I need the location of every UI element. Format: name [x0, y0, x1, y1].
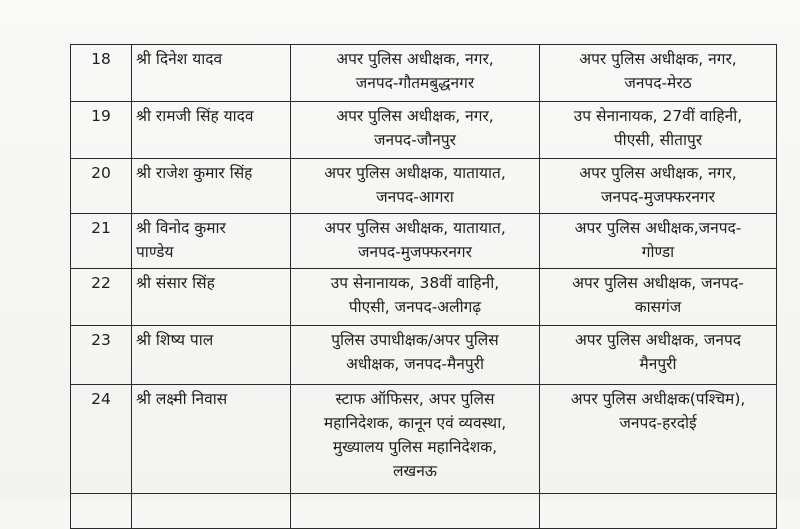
new-posting: अपर पुलिस अधीक्षक, नगर, जनपद-मुजफ्फरनगर	[540, 159, 777, 214]
officer-name: श्री शिष्य पाल	[132, 326, 291, 385]
officer-name: श्री दिनेश यादव	[132, 45, 291, 102]
serial-number: 18	[71, 45, 132, 102]
officer-name	[132, 494, 291, 529]
new-posting: उप सेनानायक, 27वीं वाहिनी, पीएसी, सीतापुर	[540, 102, 777, 159]
current-posting: अपर पुलिस अधीक्षक, यातायात, जनपद-मुजफ्फरनगर	[291, 214, 540, 269]
transfer-table	[70, 44, 777, 529]
current-posting: अपर पुलिस अधीक्षक, यातायात, जनपद-आगरा	[291, 159, 540, 214]
officer-name: श्री विनोद कुमार पाण्डेय	[132, 214, 291, 269]
current-posting: उप सेनानायक, 38वीं वाहिनी, पीएसी, जनपद-अलीगढ़	[291, 269, 540, 326]
serial-number: 23	[71, 326, 132, 385]
table-row	[71, 45, 777, 102]
officer-name: श्री रामजी सिंह यादव	[132, 102, 291, 159]
current-posting	[291, 494, 540, 529]
officer-name: श्री लक्ष्मी निवास	[132, 385, 291, 494]
current-posting: अपर पुलिस अधीक्षक, नगर, जनपद-गौतमबुद्धनगर	[291, 45, 540, 102]
serial-number	[71, 494, 132, 529]
new-posting: अपर पुलिस अधीक्षक, जनपद मैनपुरी	[540, 326, 777, 385]
serial-number: 20	[71, 159, 132, 214]
current-posting: स्टाफ ऑफिसर, अपर पुलिस महानिदेशक, कानून एवं व्यवस्था, मुख्यालय पुलिस महानिदेशक, लखनऊ	[291, 385, 540, 494]
new-posting: अपर पुलिस अधीक्षक, नगर, जनपद-मेरठ	[540, 45, 777, 102]
serial-number: 19	[71, 102, 132, 159]
serial-number: 21	[71, 214, 132, 269]
table-row	[71, 326, 777, 385]
table-row-partial	[71, 494, 777, 529]
new-posting: अपर पुलिस अधीक्षक, जनपद- कासगंज	[540, 269, 777, 326]
serial-number: 24	[71, 385, 132, 494]
current-posting: अपर पुलिस अधीक्षक, नगर, जनपद-जौनपुर	[291, 102, 540, 159]
officer-name: श्री राजेश कुमार सिंह	[132, 159, 291, 214]
table-row	[71, 385, 777, 494]
new-posting: अपर पुलिस अधीक्षक(पश्चिम), जनपद-हरदोई	[540, 385, 777, 494]
table-row	[71, 159, 777, 214]
new-posting: अपर पुलिस अधीक्षक,जनपद- गोण्डा	[540, 214, 777, 269]
officer-name: श्री संसार सिंह	[132, 269, 291, 326]
current-posting: पुलिस उपाधीक्षक/अपर पुलिस अधीक्षक, जनपद-मैनपुरी	[291, 326, 540, 385]
table-row	[71, 269, 777, 326]
table-row	[71, 102, 777, 159]
serial-number: 22	[71, 269, 132, 326]
table-row	[71, 214, 777, 269]
new-posting	[540, 494, 777, 529]
